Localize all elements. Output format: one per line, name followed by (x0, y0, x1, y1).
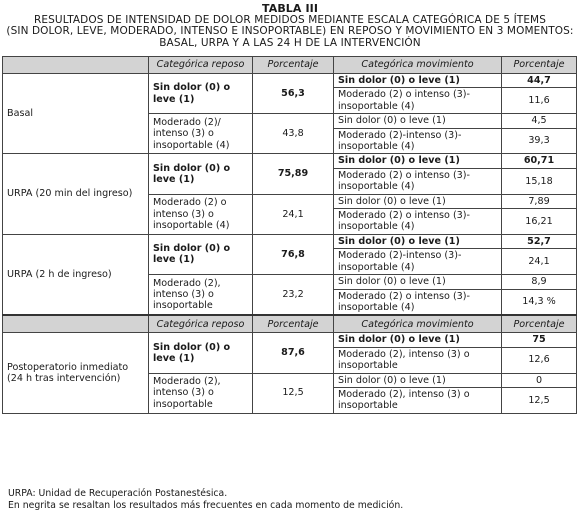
movimiento-percentage: 24,1 (502, 249, 577, 275)
header-cat-movimiento: Categórica movimiento (334, 57, 502, 74)
title-line-2: (SIN DOLOR, LEVE, MODERADO, INTENSO E INSOPORTABLE) EN REPOSO Y MOVIMIENTO EN 3 MOMENTOS: (6, 25, 574, 37)
header-cat-reposo: Categórica reposo (149, 57, 253, 74)
header-blank-cell (3, 57, 149, 74)
header-row (3, 57, 577, 74)
table-footnotes (8, 488, 403, 511)
reposo-percentage: 43,8 (253, 114, 334, 154)
movimiento-percentage: 12,5 (502, 387, 577, 413)
movimiento-category: Moderado (2), intenso (3) o insoportable (334, 347, 502, 373)
movimiento-category: Sin dolor (0) o leve (1) (334, 74, 502, 88)
header-porcentaje-reposo: Porcentaje (253, 57, 334, 74)
movimiento-category: Sin dolor (0) o leve (1) (334, 194, 502, 208)
reposo-percentage: 76,8 (253, 234, 334, 274)
header-porcentaje-movimiento: Porcentaje (502, 315, 577, 333)
group-label-postop: Postoperatorio inmediato (24 h tras intervención) (3, 333, 149, 413)
group-label-urpa-20min: URPA (20 min del ingreso) (3, 154, 149, 234)
group-label-urpa-2h: URPA (2 h de ingreso) (3, 234, 149, 315)
table-row (3, 74, 577, 88)
reposo-percentage: 87,6 (253, 333, 334, 373)
footnote-urpa: URPA: Unidad de Recuperación Postanestésica. (8, 488, 228, 499)
movimiento-percentage: 7,89 (502, 194, 577, 208)
movimiento-percentage: 60,71 (502, 154, 577, 168)
reposo-percentage: 56,3 (253, 74, 334, 114)
movimiento-percentage: 0 (502, 373, 577, 387)
header-porcentaje-reposo: Porcentaje (253, 315, 334, 333)
movimiento-category: Sin dolor (0) o leve (1) (334, 234, 502, 248)
header-porcentaje-movimiento: Porcentaje (502, 57, 577, 74)
movimiento-percentage: 44,7 (502, 74, 577, 88)
reposo-category: Moderado (2) o intenso (3) o insoportable (4) (149, 194, 253, 234)
movimiento-category: Sin dolor (0) o leve (1) (334, 373, 502, 387)
reposo-category: Sin dolor (0) o leve (1) (149, 333, 253, 373)
table-number: TABLA III (261, 2, 319, 15)
movimiento-percentage: 16,21 (502, 209, 577, 235)
title-line-3: BASAL, URPA Y A LAS 24 H DE LA INTERVENCIÓN (159, 36, 421, 49)
movimiento-percentage: 52,7 (502, 234, 577, 248)
movimiento-percentage: 14,3 % (502, 289, 577, 315)
movimiento-percentage: 4,5 (502, 114, 577, 128)
reposo-percentage: 23,2 (253, 275, 334, 316)
reposo-category: Moderado (2), intenso (3) o insoportable (149, 275, 253, 316)
movimiento-category: Moderado (2) o intenso (3)-insoportable (4) (334, 209, 502, 235)
reposo-category: Sin dolor (0) o leve (1) (149, 74, 253, 114)
movimiento-category: Moderado (2) o intenso (3)-insoportable (4) (334, 289, 502, 315)
movimiento-percentage: 15,18 (502, 168, 577, 194)
reposo-percentage: 12,5 (253, 373, 334, 413)
table-row (3, 333, 577, 347)
movimiento-percentage: 12,6 (502, 347, 577, 373)
reposo-category: Moderado (2), intenso (3) o insoportable (149, 373, 253, 413)
header-blank-cell (3, 315, 149, 333)
title-line-1: RESULTADOS DE INTENSIDAD DE DOLOR MEDIDOS MEDIANTE ESCALA CATEGÓRICA DE 5 ÍTEMS (34, 13, 546, 26)
header-cat-reposo: Categórica reposo (149, 315, 253, 333)
movimiento-percentage: 75 (502, 333, 577, 347)
movimiento-category: Moderado (2), intenso (3) o insoportable (334, 387, 502, 413)
movimiento-category: Sin dolor (0) o leve (1) (334, 154, 502, 168)
header-cat-movimiento: Categórica movimiento (334, 315, 502, 333)
movimiento-category: Moderado (2) o intenso (3)-insoportable (4) (334, 168, 502, 194)
table-row (3, 234, 577, 248)
group-label-basal: Basal (3, 74, 149, 154)
movimiento-percentage: 39,3 (502, 128, 577, 154)
movimiento-category: Moderado (2)-intenso (3)-insoportable (4) (334, 249, 502, 275)
reposo-category: Moderado (2)/ intenso (3) o insoportable (4) (149, 114, 253, 154)
table-title (0, 0, 580, 49)
reposo-percentage: 75,89 (253, 154, 334, 194)
movimiento-category: Sin dolor (0) o leve (1) (334, 114, 502, 128)
movimiento-category: Moderado (2) o intenso (3)-insoportable (4) (334, 88, 502, 114)
movimiento-percentage: 11,6 (502, 88, 577, 114)
header-row-2 (3, 315, 577, 333)
reposo-percentage: 24,1 (253, 194, 334, 234)
footnote-bold: En negrita se resaltan los resultados más frecuentes en cada momento de medición. (8, 499, 404, 511)
movimiento-category: Sin dolor (0) o leve (1) (334, 275, 502, 289)
table-row (3, 154, 577, 168)
movimiento-category: Sin dolor (0) o leve (1) (334, 333, 502, 347)
movimiento-category: Moderado (2)-intenso (3)-insoportable (4) (334, 128, 502, 154)
reposo-category: Sin dolor (0) o leve (1) (149, 234, 253, 274)
pain-results-table (2, 56, 577, 414)
movimiento-percentage: 8,9 (502, 275, 577, 289)
reposo-category: Sin dolor (0) o leve (1) (149, 154, 253, 194)
